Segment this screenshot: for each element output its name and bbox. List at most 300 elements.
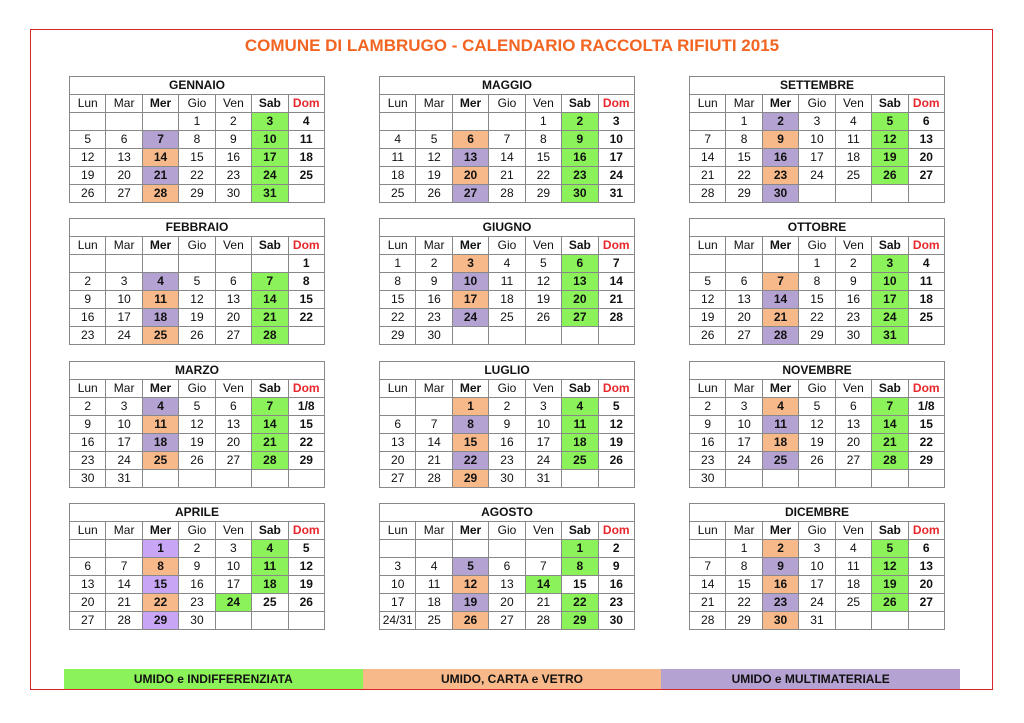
day-cell: 14 [142,149,178,167]
day-cell: 3 [106,273,142,291]
week-row [70,434,325,452]
month-name: MAGGIO [380,77,635,95]
week-row [70,594,325,612]
day-cell: 21 [525,594,561,612]
day-cell [179,470,215,488]
day-cell: 7 [872,398,908,416]
day-cell: 9 [835,273,871,291]
day-cell: 12 [179,291,215,309]
weekday-header: Lun [690,95,726,113]
day-cell: 7 [416,416,452,434]
day-cell: 18 [762,434,798,452]
day-cell: 29 [726,185,762,203]
day-cell [252,470,288,488]
day-cell: 11 [835,131,871,149]
weekday-header: Dom [288,522,324,540]
day-cell: 26 [598,452,634,470]
day-cell: 19 [179,434,215,452]
day-cell: 6 [215,273,251,291]
day-cell: 13 [452,149,488,167]
day-cell: 2 [70,398,106,416]
day-cell: 13 [70,576,106,594]
day-cell: 23 [489,452,525,470]
week-row [690,540,945,558]
day-cell: 13 [215,291,251,309]
day-cell: 9 [416,273,452,291]
day-cell: 29 [799,327,835,345]
day-cell: 9 [70,291,106,309]
day-cell [416,398,452,416]
day-cell: 12 [690,291,726,309]
day-cell [70,255,106,273]
day-cell: 17 [598,149,634,167]
weekday-header: Sab [562,522,598,540]
day-cell: 6 [489,558,525,576]
day-cell: 9 [215,131,251,149]
day-cell: 30 [489,470,525,488]
day-cell: 18 [416,594,452,612]
week-row [690,594,945,612]
day-cell: 7 [252,398,288,416]
day-cell [380,540,416,558]
day-cell: 25 [835,167,871,185]
day-cell [598,327,634,345]
month-name: GIUGNO [380,219,635,237]
day-cell: 12 [288,558,324,576]
day-cell: 28 [872,452,908,470]
day-cell: 15 [726,149,762,167]
day-cell: 27 [106,185,142,203]
day-cell: 12 [799,416,835,434]
day-cell: 31 [106,470,142,488]
day-cell [872,612,908,630]
day-cell: 17 [799,576,835,594]
day-cell: 28 [489,185,525,203]
day-cell: 12 [525,273,561,291]
day-cell: 11 [288,131,324,149]
day-cell [215,470,251,488]
day-cell: 30 [416,327,452,345]
day-cell: 14 [525,576,561,594]
day-cell: 21 [762,309,798,327]
day-cell [142,470,178,488]
weekday-header: Lun [70,95,106,113]
day-cell: 22 [525,167,561,185]
weekday-header: Lun [70,237,106,255]
week-row [690,327,945,345]
day-cell: 26 [690,327,726,345]
day-cell: 14 [762,291,798,309]
day-cell: 10 [872,273,908,291]
day-cell: 8 [179,131,215,149]
week-row [380,594,635,612]
day-cell: 1 [288,255,324,273]
day-cell: 6 [835,398,871,416]
week-row [380,540,635,558]
week-row [690,612,945,630]
legend-item-purple: UMIDO e MULTIMATERIALE [661,669,960,689]
day-cell: 3 [726,398,762,416]
day-cell: 15 [525,149,561,167]
weekday-header: Dom [288,95,324,113]
day-cell: 23 [835,309,871,327]
day-cell: 1 [562,540,598,558]
weekday-header: Ven [835,95,871,113]
week-row [380,398,635,416]
month-name: OTTOBRE [690,219,945,237]
day-cell: 18 [142,309,178,327]
day-cell: 1 [726,540,762,558]
day-cell: 16 [598,576,634,594]
day-cell: 24 [799,594,835,612]
day-cell: 23 [70,327,106,345]
day-cell: 19 [872,149,908,167]
day-cell: 26 [179,452,215,470]
day-cell: 14 [598,273,634,291]
day-cell: 18 [835,149,871,167]
weekday-header: Mar [726,522,762,540]
weekday-header: Mar [726,237,762,255]
weekday-header: Lun [380,237,416,255]
day-cell: 11 [416,576,452,594]
week-row [380,470,635,488]
month-name: DICEMBRE [690,504,945,522]
day-cell: 19 [690,309,726,327]
day-cell: 5 [872,540,908,558]
day-cell [835,185,871,203]
day-cell: 1/8 [908,398,944,416]
day-cell [598,470,634,488]
day-cell: 19 [872,576,908,594]
day-cell: 22 [142,594,178,612]
day-cell: 31 [872,327,908,345]
weekday-header: Ven [215,380,251,398]
weekday-header: Mar [726,380,762,398]
day-cell: 4 [835,113,871,131]
weekday-header: Gio [489,95,525,113]
week-row [690,273,945,291]
weekday-header: Gio [179,380,215,398]
day-cell: 17 [106,309,142,327]
week-row [690,452,945,470]
day-cell [70,540,106,558]
month-name: LUGLIO [380,362,635,380]
day-cell: 6 [908,113,944,131]
week-row [70,185,325,203]
day-cell: 5 [525,255,561,273]
day-cell: 12 [872,558,908,576]
day-cell: 30 [690,470,726,488]
week-row [380,167,635,185]
month-febbraio [69,218,325,345]
day-cell: 5 [416,131,452,149]
week-row [380,434,635,452]
weekday-header: Mar [106,95,142,113]
week-row [380,327,635,345]
day-cell [726,255,762,273]
day-cell: 27 [452,185,488,203]
day-cell: 12 [416,149,452,167]
day-cell: 16 [70,434,106,452]
day-cell: 6 [106,131,142,149]
weekday-header: Dom [598,237,634,255]
day-cell [835,470,871,488]
week-row [690,255,945,273]
week-row [70,470,325,488]
week-row [380,149,635,167]
day-cell: 3 [380,558,416,576]
day-cell: 13 [106,149,142,167]
day-cell [288,612,324,630]
weekday-header: Mer [762,237,798,255]
week-row [690,185,945,203]
day-cell: 11 [252,558,288,576]
week-row [380,416,635,434]
day-cell: 10 [799,131,835,149]
day-cell: 16 [762,576,798,594]
day-cell: 26 [70,185,106,203]
day-cell: 20 [452,167,488,185]
week-row [690,398,945,416]
day-cell: 21 [252,434,288,452]
day-cell: 3 [799,540,835,558]
day-cell: 29 [288,452,324,470]
weekday-header: Mar [416,380,452,398]
day-cell: 26 [799,452,835,470]
day-cell: 19 [70,167,106,185]
day-cell: 1 [799,255,835,273]
day-cell: 6 [452,131,488,149]
day-cell: 20 [380,452,416,470]
day-cell [142,113,178,131]
day-cell: 30 [835,327,871,345]
day-cell: 26 [416,185,452,203]
weekday-header: Dom [908,522,944,540]
day-cell: 5 [872,113,908,131]
day-cell: 13 [908,558,944,576]
day-cell: 24 [215,594,251,612]
month-dicembre [689,503,945,630]
day-cell: 17 [872,291,908,309]
day-cell: 9 [179,558,215,576]
day-cell: 27 [726,327,762,345]
weekday-header: Sab [872,95,908,113]
day-cell: 29 [525,185,561,203]
day-cell [799,185,835,203]
day-cell: 23 [562,167,598,185]
day-cell: 6 [726,273,762,291]
weekday-header: Sab [872,237,908,255]
day-cell: 21 [106,594,142,612]
day-cell: 27 [835,452,871,470]
day-cell: 7 [525,558,561,576]
day-cell: 6 [70,558,106,576]
month-name: SETTEMBRE [690,77,945,95]
day-cell: 28 [252,452,288,470]
day-cell: 8 [288,273,324,291]
day-cell: 21 [142,167,178,185]
day-cell: 18 [562,434,598,452]
day-cell: 31 [525,470,561,488]
day-cell: 12 [598,416,634,434]
week-row [690,434,945,452]
day-cell: 4 [142,398,178,416]
weekday-header: Ven [525,237,561,255]
day-cell: 30 [762,612,798,630]
day-cell: 30 [762,185,798,203]
weekday-header: Gio [799,95,835,113]
weekday-header: Mer [762,522,798,540]
day-cell: 10 [799,558,835,576]
day-cell: 22 [288,434,324,452]
day-cell [179,255,215,273]
day-cell: 23 [70,452,106,470]
day-cell: 30 [562,185,598,203]
day-cell [489,113,525,131]
weekday-header: Sab [252,237,288,255]
day-cell: 15 [179,149,215,167]
day-cell: 11 [562,416,598,434]
day-cell: 20 [215,434,251,452]
month-name: AGOSTO [380,504,635,522]
day-cell: 21 [489,167,525,185]
day-cell: 26 [872,167,908,185]
weekday-header: Mar [106,380,142,398]
day-cell: 16 [416,291,452,309]
day-cell [690,255,726,273]
week-row [70,309,325,327]
day-cell: 20 [908,576,944,594]
day-cell: 2 [179,540,215,558]
weekday-header: Ven [525,95,561,113]
weekday-header: Ven [835,237,871,255]
day-cell: 14 [416,434,452,452]
day-cell: 19 [179,309,215,327]
day-cell: 19 [288,576,324,594]
day-cell: 5 [70,131,106,149]
day-cell [452,540,488,558]
day-cell: 19 [452,594,488,612]
day-cell: 1 [726,113,762,131]
day-cell: 17 [726,434,762,452]
month-settembre [689,76,945,203]
week-row [70,273,325,291]
day-cell: 21 [872,434,908,452]
day-cell: 8 [562,558,598,576]
day-cell: 11 [380,149,416,167]
day-cell: 2 [215,113,251,131]
day-cell: 28 [762,327,798,345]
day-cell: 28 [416,470,452,488]
day-cell: 3 [799,113,835,131]
day-cell: 15 [908,416,944,434]
day-cell: 8 [726,558,762,576]
week-row [70,398,325,416]
week-row [380,255,635,273]
day-cell: 25 [562,452,598,470]
day-cell: 6 [908,540,944,558]
day-cell [908,327,944,345]
day-cell: 20 [70,594,106,612]
weekday-header: Ven [835,522,871,540]
weekday-header: Gio [489,380,525,398]
day-cell: 27 [489,612,525,630]
day-cell [908,612,944,630]
day-cell: 2 [762,113,798,131]
day-cell: 4 [142,273,178,291]
day-cell: 9 [762,131,798,149]
day-cell: 5 [452,558,488,576]
day-cell: 6 [562,255,598,273]
day-cell [489,540,525,558]
day-cell: 13 [215,416,251,434]
day-cell: 27 [380,470,416,488]
day-cell: 5 [288,540,324,558]
day-cell: 16 [70,309,106,327]
day-cell: 26 [872,594,908,612]
day-cell: 12 [70,149,106,167]
month-name: NOVEMBRE [690,362,945,380]
day-cell: 22 [908,434,944,452]
day-cell: 2 [70,273,106,291]
week-row [690,113,945,131]
day-cell: 25 [288,167,324,185]
day-cell [562,327,598,345]
day-cell: 24 [106,452,142,470]
day-cell: 22 [562,594,598,612]
day-cell: 23 [215,167,251,185]
day-cell: 26 [288,594,324,612]
weekday-header: Sab [252,95,288,113]
week-row [70,558,325,576]
day-cell: 4 [252,540,288,558]
day-cell [872,470,908,488]
day-cell: 10 [525,416,561,434]
weekday-header: Sab [252,380,288,398]
weekday-header: Gio [799,380,835,398]
day-cell: 4 [562,398,598,416]
day-cell: 16 [835,291,871,309]
week-row [690,470,945,488]
day-cell: 23 [762,167,798,185]
day-cell [70,113,106,131]
day-cell: 11 [142,291,178,309]
day-cell: 24 [452,309,488,327]
day-cell [252,612,288,630]
weekday-header: Mar [416,522,452,540]
day-cell: 15 [799,291,835,309]
day-cell [908,470,944,488]
day-cell: 31 [799,612,835,630]
week-row [690,309,945,327]
day-cell: 7 [489,131,525,149]
day-cell: 25 [142,452,178,470]
weekday-header: Sab [562,237,598,255]
day-cell: 28 [142,185,178,203]
day-cell: 15 [288,291,324,309]
day-cell [525,327,561,345]
day-cell: 29 [380,327,416,345]
day-cell: 15 [726,576,762,594]
day-cell: 17 [452,291,488,309]
month-giugno [379,218,635,345]
day-cell: 27 [215,327,251,345]
week-row [70,113,325,131]
day-cell: 16 [489,434,525,452]
day-cell: 9 [598,558,634,576]
day-cell: 27 [908,594,944,612]
day-cell: 18 [252,576,288,594]
